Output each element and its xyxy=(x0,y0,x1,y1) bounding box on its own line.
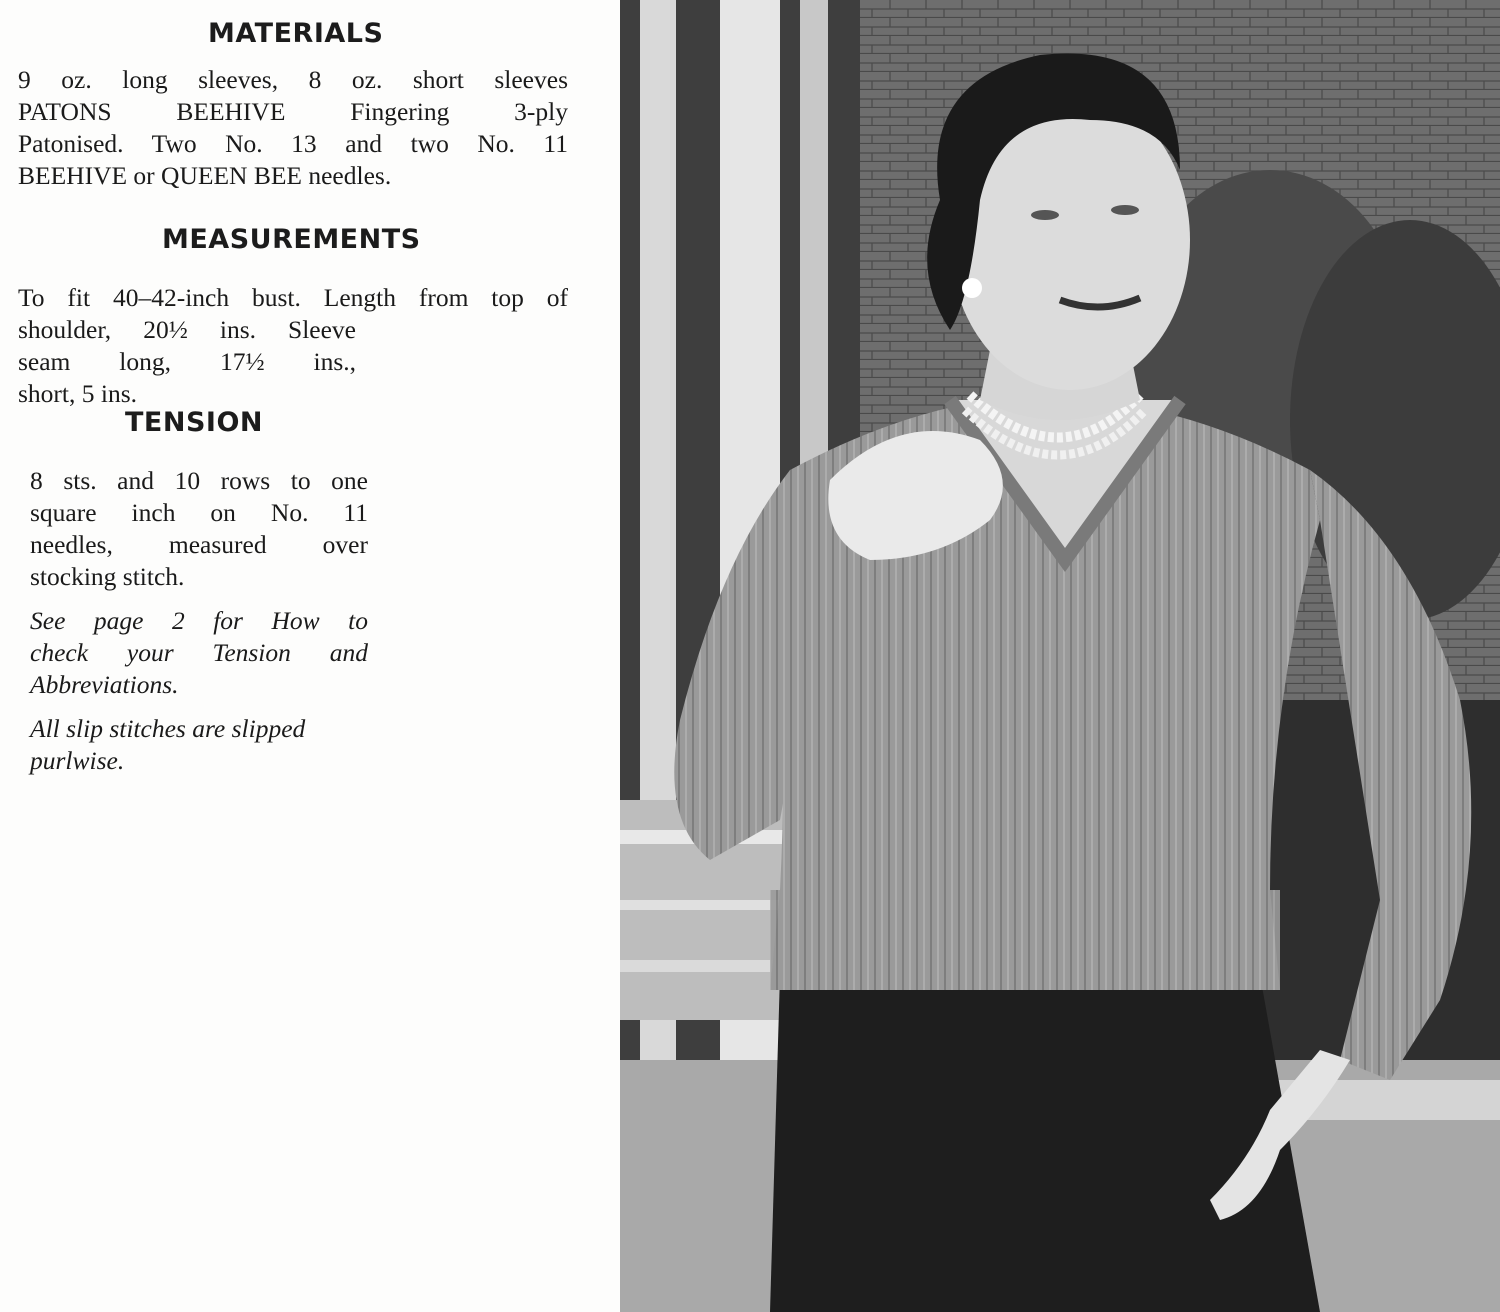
measurements-line: short, 5 ins. xyxy=(18,379,138,408)
measurements-heading: MEASUREMENTS xyxy=(162,224,421,255)
measurements-paragraph xyxy=(18,282,568,410)
measurements-line: To fit 40–42-inch bust. Length from top of xyxy=(18,283,568,312)
tension-line: 8 sts. and 10 rows to one xyxy=(30,466,368,495)
measurements-line: seam long, 17½ ins., xyxy=(18,347,356,376)
see-page-line: Abbreviations. xyxy=(30,670,179,699)
measurements-line: shoulder, 20½ ins. Sleeve xyxy=(18,315,356,344)
materials-line: 9 oz. long sleeves, 8 oz. short sleeves xyxy=(18,65,568,94)
materials-heading: MATERIALS xyxy=(208,18,384,49)
tension-line: square inch on No. 11 xyxy=(30,498,368,527)
tension-line: stocking stitch. xyxy=(30,562,185,591)
slip-stitch-line: All slip stitches are slipped xyxy=(30,714,306,743)
tension-paragraph xyxy=(30,465,368,593)
slip-stitch-line: purlwise. xyxy=(30,746,125,775)
materials-line: Patonised. Two No. 13 and two No. 11 xyxy=(18,129,568,158)
tension-heading: TENSION xyxy=(125,407,263,438)
photograph-icon xyxy=(620,0,1500,1312)
slip-stitch-note xyxy=(30,713,368,777)
materials-paragraph xyxy=(18,64,568,192)
tension-line: needles, measured over xyxy=(30,530,368,559)
see-page-line: See page 2 for How to xyxy=(30,606,368,635)
see-page-line: check your Tension and xyxy=(30,638,368,667)
materials-line: BEEHIVE or QUEEN BEE needles. xyxy=(18,161,392,190)
materials-line: PATONS BEEHIVE Fingering 3-ply xyxy=(18,97,568,126)
see-page-note xyxy=(30,605,368,701)
model-photograph xyxy=(620,0,1500,1312)
